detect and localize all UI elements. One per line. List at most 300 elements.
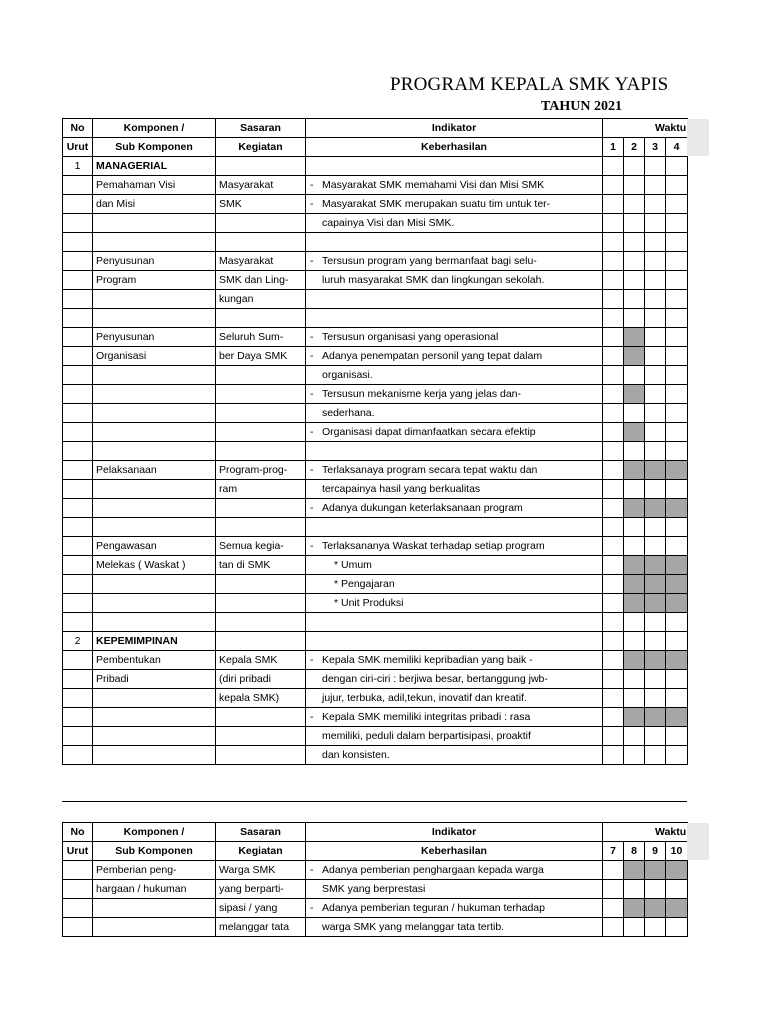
table-row <box>63 689 688 708</box>
indikator-dash: - <box>310 178 314 191</box>
cell-month-4 <box>666 651 688 670</box>
header-urut: Urut <box>63 138 93 157</box>
cell-komponen <box>93 613 216 632</box>
cell-indikator <box>306 708 603 727</box>
header-no: No <box>63 823 93 842</box>
cell-month-4 <box>666 594 688 613</box>
cell-month-1 <box>603 651 624 670</box>
cell-month-1 <box>603 404 624 423</box>
cell-month-3 <box>645 651 666 670</box>
cell-no-urut <box>63 385 93 404</box>
cell-sasaran <box>216 727 306 746</box>
indikator-text: dengan ciri-ciri : berjiwa besar, bertanggung jwb- <box>322 672 548 685</box>
cell-month-3 <box>645 271 666 290</box>
cell-month-4 <box>666 157 688 176</box>
cell-month-1 <box>603 214 624 233</box>
header-sub-komponen: Sub Komponen <box>93 842 216 861</box>
header-month: 7 <box>603 842 624 861</box>
table-row <box>63 861 688 880</box>
cell-komponen <box>93 727 216 746</box>
cell-month-4 <box>666 880 688 899</box>
cell-month-1 <box>603 613 624 632</box>
cell-month-3 <box>645 252 666 271</box>
cell-month-4 <box>666 556 688 575</box>
cell-month-4 <box>666 442 688 461</box>
cell-indikator <box>306 499 603 518</box>
cell-komponen <box>93 518 216 537</box>
table-row <box>63 480 688 499</box>
cell-month-2 <box>624 195 645 214</box>
cell-komponen <box>93 290 216 309</box>
cell-no-urut <box>63 575 93 594</box>
cell-month-1 <box>603 290 624 309</box>
indikator-text: Adanya dukungan keterlaksanaan program <box>322 501 523 514</box>
table-row <box>63 195 688 214</box>
cell-month-2 <box>624 176 645 195</box>
program-table-2 <box>62 822 688 937</box>
cell-no-urut <box>63 347 93 366</box>
cell-month-2 <box>624 613 645 632</box>
cell-komponen <box>93 423 216 442</box>
cell-sasaran <box>216 404 306 423</box>
cell-month-2 <box>624 632 645 651</box>
cell-komponen: Pribadi <box>93 670 216 689</box>
cell-indikator <box>306 575 603 594</box>
cell-sasaran <box>216 385 306 404</box>
cell-no-urut <box>63 480 93 499</box>
indikator-dash: - <box>310 425 314 438</box>
indikator-dash: - <box>310 387 314 400</box>
cell-month-3 <box>645 918 666 937</box>
cell-month-3 <box>645 423 666 442</box>
cell-month-1 <box>603 670 624 689</box>
cell-sasaran <box>216 442 306 461</box>
cell-komponen <box>93 594 216 613</box>
cell-month-3 <box>645 214 666 233</box>
cell-sasaran: ram <box>216 480 306 499</box>
header-month: 10 <box>666 842 688 861</box>
cell-sasaran <box>216 499 306 518</box>
cell-month-1 <box>603 442 624 461</box>
cell-komponen: Pelaksanaan <box>93 461 216 480</box>
indikator-text: Masyarakat SMK merupakan suatu tim untuk ter- <box>322 197 551 210</box>
cell-indikator <box>306 252 603 271</box>
cell-komponen: Pemberian peng- <box>93 861 216 880</box>
cell-month-3 <box>645 176 666 195</box>
cell-no-urut <box>63 271 93 290</box>
cell-month-1 <box>603 157 624 176</box>
header-indikator: Indikator <box>306 823 603 842</box>
indikator-dash: - <box>310 349 314 362</box>
indikator-text: jujur, terbuka, adil,tekun, inovatif dan kreatif. <box>322 691 527 704</box>
cell-no-urut <box>63 613 93 632</box>
header-indikator: Indikator <box>306 119 603 138</box>
header-keberhasilan: Keberhasilan <box>306 138 603 157</box>
table-header-row <box>63 823 688 842</box>
cell-sasaran: SMK <box>216 195 306 214</box>
cell-month-4 <box>666 899 688 918</box>
indikator-dash: - <box>310 710 314 723</box>
cell-indikator <box>306 518 603 537</box>
cell-no-urut <box>63 556 93 575</box>
cell-sasaran <box>216 366 306 385</box>
cell-month-4 <box>666 366 688 385</box>
cell-month-1 <box>603 461 624 480</box>
cell-month-1 <box>603 899 624 918</box>
cell-komponen: Melekas ( Waskat ) <box>93 556 216 575</box>
cell-komponen: Penyusunan <box>93 328 216 347</box>
cell-month-1 <box>603 385 624 404</box>
cell-sasaran: kungan <box>216 290 306 309</box>
cell-month-3 <box>645 594 666 613</box>
table-row <box>63 385 688 404</box>
cell-month-3 <box>645 309 666 328</box>
cell-month-1 <box>603 366 624 385</box>
cell-komponen: Organisasi <box>93 347 216 366</box>
cell-no-urut <box>63 594 93 613</box>
cell-month-3 <box>645 328 666 347</box>
cell-sasaran <box>216 632 306 651</box>
cell-month-4 <box>666 461 688 480</box>
cell-month-1 <box>603 708 624 727</box>
indikator-text: * Umum <box>334 558 372 571</box>
cell-sasaran <box>216 518 306 537</box>
cell-no-urut <box>63 290 93 309</box>
cell-month-4 <box>666 214 688 233</box>
cell-month-2 <box>624 746 645 765</box>
cell-month-3 <box>645 290 666 309</box>
cell-sasaran: SMK dan Ling- <box>216 271 306 290</box>
cell-indikator <box>306 537 603 556</box>
cell-no-urut <box>63 328 93 347</box>
header-kegiatan: Kegiatan <box>216 138 306 157</box>
cell-sasaran <box>216 594 306 613</box>
cell-month-3 <box>645 880 666 899</box>
cell-sasaran <box>216 746 306 765</box>
cell-month-1 <box>603 271 624 290</box>
cell-indikator <box>306 918 603 937</box>
cell-sasaran <box>216 233 306 252</box>
cell-month-4 <box>666 861 688 880</box>
indikator-dash: - <box>310 197 314 210</box>
cell-indikator <box>306 461 603 480</box>
cell-komponen <box>93 385 216 404</box>
table-row <box>63 271 688 290</box>
cell-komponen: hargaan / hukuman <box>93 880 216 899</box>
cell-month-1 <box>603 537 624 556</box>
cell-month-4 <box>666 689 688 708</box>
cell-month-4 <box>666 385 688 404</box>
cell-month-2 <box>624 442 645 461</box>
cell-month-2 <box>624 651 645 670</box>
cell-no-urut <box>63 214 93 233</box>
cell-month-2 <box>624 918 645 937</box>
cell-month-2 <box>624 727 645 746</box>
cell-no-urut <box>63 252 93 271</box>
cell-sasaran: Semua kegia- <box>216 537 306 556</box>
cell-no-urut <box>63 899 93 918</box>
table-row <box>63 594 688 613</box>
table-row <box>63 918 688 937</box>
table-row <box>63 651 688 670</box>
cell-month-3 <box>645 708 666 727</box>
indikator-dash: - <box>310 863 314 876</box>
cell-komponen <box>93 499 216 518</box>
header-month: 3 <box>645 138 666 157</box>
cell-month-4 <box>666 632 688 651</box>
table-row <box>63 157 688 176</box>
table-row <box>63 214 688 233</box>
cell-indikator <box>306 385 603 404</box>
table-header-row <box>63 842 688 861</box>
cell-month-2 <box>624 385 645 404</box>
cell-indikator <box>306 404 603 423</box>
indikator-text: sederhana. <box>322 406 375 419</box>
table-row <box>63 613 688 632</box>
table-row <box>63 708 688 727</box>
indikator-dash: - <box>310 463 314 476</box>
cell-month-4 <box>666 252 688 271</box>
cell-komponen: Pemahaman Visi <box>93 176 216 195</box>
cell-komponen <box>93 442 216 461</box>
cell-sasaran: melanggar tata <box>216 918 306 937</box>
indikator-dash: - <box>310 501 314 514</box>
cell-month-1 <box>603 918 624 937</box>
cell-komponen: Penyusunan <box>93 252 216 271</box>
cell-month-2 <box>624 518 645 537</box>
cell-komponen <box>93 899 216 918</box>
cell-month-4 <box>666 290 688 309</box>
header-komponen: Komponen / <box>93 823 216 842</box>
cell-month-2 <box>624 252 645 271</box>
cell-indikator <box>306 423 603 442</box>
indikator-text: luruh masyarakat SMK dan lingkungan sekolah. <box>322 273 545 286</box>
indikator-text: Terlaksananya Waskat terhadap setiap program <box>322 539 545 552</box>
header-waktu: Waktu <box>655 826 687 838</box>
header-kegiatan: Kegiatan <box>216 842 306 861</box>
cell-month-4 <box>666 670 688 689</box>
cell-month-3 <box>645 632 666 651</box>
header-month: 4 <box>666 138 688 157</box>
cell-month-2 <box>624 880 645 899</box>
cell-komponen <box>93 214 216 233</box>
cell-no-urut <box>63 689 93 708</box>
cell-month-4 <box>666 537 688 556</box>
indikator-dash: - <box>310 653 314 666</box>
cell-sasaran <box>216 423 306 442</box>
cell-sasaran: Masyarakat <box>216 176 306 195</box>
cell-indikator <box>306 556 603 575</box>
cell-indikator <box>306 442 603 461</box>
table-row <box>63 499 688 518</box>
cell-komponen: KEPEMIMPINAN <box>93 632 216 651</box>
cell-komponen: Pembentukan <box>93 651 216 670</box>
cell-month-4 <box>666 347 688 366</box>
cell-month-3 <box>645 157 666 176</box>
cell-komponen <box>93 708 216 727</box>
cell-month-2 <box>624 157 645 176</box>
cell-month-1 <box>603 727 624 746</box>
cell-month-2 <box>624 271 645 290</box>
header-komponen: Komponen / <box>93 119 216 138</box>
cell-indikator <box>306 613 603 632</box>
cell-month-3 <box>645 518 666 537</box>
cell-no-urut <box>63 404 93 423</box>
cell-komponen: MANAGERIAL <box>93 157 216 176</box>
cell-month-1 <box>603 594 624 613</box>
table-row <box>63 347 688 366</box>
cell-month-4 <box>666 328 688 347</box>
table-row <box>63 461 688 480</box>
cell-no-urut <box>63 670 93 689</box>
table-row <box>63 575 688 594</box>
indikator-dash: - <box>310 254 314 267</box>
cell-month-3 <box>645 347 666 366</box>
cell-month-2 <box>624 899 645 918</box>
cell-indikator <box>306 632 603 651</box>
cell-month-3 <box>645 195 666 214</box>
cell-komponen <box>93 575 216 594</box>
table-row <box>63 880 688 899</box>
cell-month-2 <box>624 861 645 880</box>
cell-month-1 <box>603 518 624 537</box>
cell-month-3 <box>645 404 666 423</box>
cell-no-urut <box>63 861 93 880</box>
table-row <box>63 252 688 271</box>
cell-month-1 <box>603 575 624 594</box>
cell-month-2 <box>624 537 645 556</box>
table-row <box>63 537 688 556</box>
table-row <box>63 556 688 575</box>
cell-indikator <box>306 233 603 252</box>
cell-month-4 <box>666 708 688 727</box>
cell-month-1 <box>603 347 624 366</box>
cell-month-3 <box>645 727 666 746</box>
indikator-text: Adanya pemberian teguran / hukuman terhadap <box>322 901 545 914</box>
cell-month-3 <box>645 861 666 880</box>
cell-no-urut <box>63 195 93 214</box>
cell-sasaran: sipasi / yang <box>216 899 306 918</box>
indikator-text: Tersusun organisasi yang operasional <box>322 330 499 343</box>
cell-indikator <box>306 176 603 195</box>
waktu-header-fade <box>687 119 709 156</box>
cell-month-4 <box>666 746 688 765</box>
cell-no-urut <box>63 918 93 937</box>
cell-indikator <box>306 347 603 366</box>
indikator-text: tercapainya hasil yang berkualitas <box>322 482 481 495</box>
header-sub-komponen: Sub Komponen <box>93 138 216 157</box>
cell-month-4 <box>666 404 688 423</box>
table-row <box>63 423 688 442</box>
cell-month-2 <box>624 309 645 328</box>
cell-sasaran: Program-prog- <box>216 461 306 480</box>
cell-month-3 <box>645 366 666 385</box>
cell-month-1 <box>603 632 624 651</box>
cell-month-2 <box>624 328 645 347</box>
cell-sasaran: Warga SMK <box>216 861 306 880</box>
cell-indikator <box>306 880 603 899</box>
cell-month-4 <box>666 727 688 746</box>
cell-month-2 <box>624 480 645 499</box>
table-row <box>63 404 688 423</box>
cell-no-urut <box>63 461 93 480</box>
cell-month-3 <box>645 613 666 632</box>
cell-sasaran <box>216 575 306 594</box>
cell-indikator <box>306 271 603 290</box>
cell-month-1 <box>603 689 624 708</box>
cell-month-1 <box>603 880 624 899</box>
cell-no-urut <box>63 499 93 518</box>
cell-sasaran <box>216 613 306 632</box>
cell-sasaran: ber Daya SMK <box>216 347 306 366</box>
cell-month-2 <box>624 461 645 480</box>
cell-indikator <box>306 366 603 385</box>
cell-no-urut <box>63 727 93 746</box>
cell-komponen <box>93 309 216 328</box>
cell-komponen: dan Misi <box>93 195 216 214</box>
cell-month-2 <box>624 708 645 727</box>
cell-month-4 <box>666 233 688 252</box>
cell-month-2 <box>624 670 645 689</box>
indikator-text: Tersusun mekanisme kerja yang jelas dan- <box>322 387 522 400</box>
table-row <box>63 727 688 746</box>
table-row <box>63 176 688 195</box>
cell-month-1 <box>603 233 624 252</box>
table-row <box>63 233 688 252</box>
cell-month-2 <box>624 290 645 309</box>
cell-month-2 <box>624 423 645 442</box>
cell-month-4 <box>666 499 688 518</box>
cell-month-1 <box>603 309 624 328</box>
cell-no-urut <box>63 366 93 385</box>
cell-month-1 <box>603 176 624 195</box>
cell-month-3 <box>645 233 666 252</box>
waktu-header-fade <box>687 823 709 860</box>
cell-month-1 <box>603 556 624 575</box>
header-month: 2 <box>624 138 645 157</box>
cell-no-urut <box>63 880 93 899</box>
indikator-text: Masyarakat SMK memahami Visi dan Misi SMK <box>322 178 545 191</box>
cell-month-2 <box>624 594 645 613</box>
cell-no-urut <box>63 651 93 670</box>
cell-komponen: Program <box>93 271 216 290</box>
cell-sasaran: kepala SMK) <box>216 689 306 708</box>
cell-komponen <box>93 233 216 252</box>
cell-month-3 <box>645 385 666 404</box>
header-waktu: Waktu <box>655 122 687 134</box>
program-table-1 <box>62 118 688 765</box>
cell-month-3 <box>645 575 666 594</box>
cell-month-3 <box>645 899 666 918</box>
cell-indikator <box>306 689 603 708</box>
cell-month-4 <box>666 423 688 442</box>
cell-sasaran <box>216 309 306 328</box>
header-sasaran: Sasaran <box>216 823 306 842</box>
table-header-row <box>63 119 688 138</box>
cell-komponen <box>93 746 216 765</box>
header-month: 8 <box>624 842 645 861</box>
cell-month-4 <box>666 518 688 537</box>
cell-no-urut: 2 <box>63 632 93 651</box>
cell-no-urut <box>63 233 93 252</box>
cell-month-2 <box>624 347 645 366</box>
table-row <box>63 290 688 309</box>
cell-sasaran: (diri pribadi <box>216 670 306 689</box>
indikator-dash: - <box>310 539 314 552</box>
cell-no-urut <box>63 442 93 461</box>
header-sasaran: Sasaran <box>216 119 306 138</box>
cell-month-2 <box>624 366 645 385</box>
